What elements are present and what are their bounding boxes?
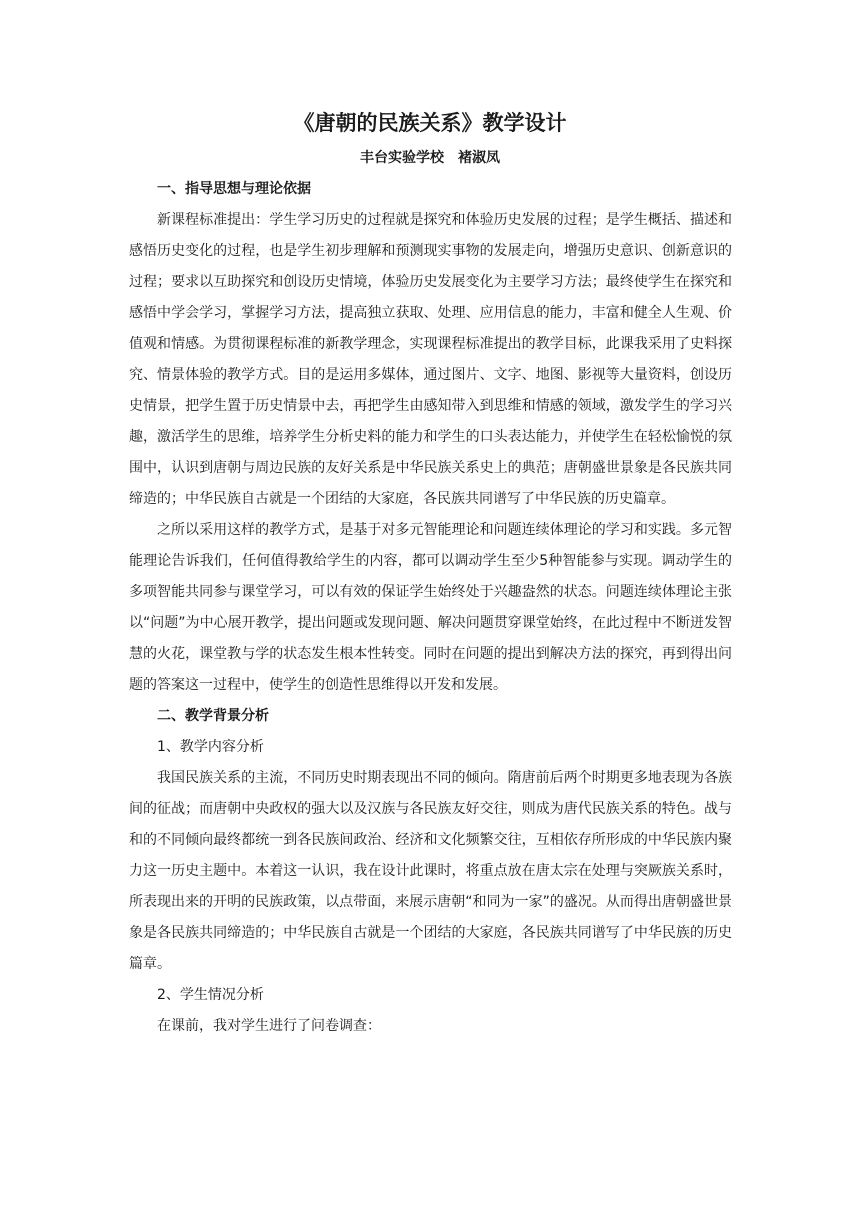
subheading-student-analysis: 2、学生情况分析 (157, 987, 264, 1003)
paragraph-content-analysis: 我国民族关系的主流，不同历史时期表现出不同的倾向。隋唐前后两个时期更多地表现为各族间的征战；而唐朝中央政权的强大以及汉族与各民族友好交往，则成为唐代民族关系的特色。战与和的不同倾向最终都统一到各民族间政治、经济和文化频繁交往，互相依存所形成的中华民族内聚力这一历史主题中。本着这一认识，我在设计此课时，将重点放在唐太宗在处理与突厥族关系时，所表现出来的开明的民族政策，以点带面，来展示唐朝“和同为一家”的盛况。从而得出唐朝盛世景象是各民族共同缔造的；中华民族自古就是一个团结的大家庭，各民族共同谱写了中华民族的历史篇章。 (129, 770, 732, 972)
section-heading-guiding-theory: 一、指导思想与理论依据 (157, 181, 311, 197)
section-heading-background-analysis: 二、教学背景分析 (157, 708, 269, 724)
paragraph-teaching-method-basis: 之所以采用这样的教学方式，是基于对多元智能理论和问题连续体理论的学习和实践。多元智能理论告诉我们，任何值得教给学生的内容，都可以调动学生至少5种智能参与实现。调动学生的多项智能共同参与课堂学习，可以有效的保证学生始终处于兴趣盎然的状态。问题连续体理论主张以“问题”为中心展开教学，提出问题或发现问题、解决问题贯穿课堂始终，在此过程中不断迸发智慧的火花，课堂教与学的状态发生根本性转变。同时在问题的提出到解决方法的探究，再到得出问题的答案这一过程中，使学生的创造性思维得以开发和发展。 (129, 522, 732, 693)
subheading-content-analysis: 1、教学内容分析 (157, 739, 264, 755)
document-body (129, 174, 732, 1042)
paragraph-student-survey: 在课前，我对学生进行了问卷调查： (157, 1018, 381, 1034)
author-line: 丰台实验学校 褚淑凤 (360, 150, 500, 166)
document-title: 《唐朝的民族关系》教学设计 (293, 111, 567, 135)
paragraph-curriculum-standards: 新课程标准提出：学生学习历史的过程就是探究和体验历史发展的过程；是学生概括、描述和感悟历史变化的过程，也是学生初步理解和预测现实事物的发展走向，增强历史意识、创新意识的过程；要求以互助探究和创设历史情境，体验历史发展变化为主要学习方法；最终使学生在探究和感悟中学会学习，掌握学习方法，提高独立获取、处理、应用信息的能力，丰富和健全人生观、价值观和情感。为贯彻课程标准的新教学理念，实现课程标准提出的教学目标，此课我采用了史料探究、情景体验的教学方式。目的是运用多媒体，通过图片、文字、地图、影视等大量资料，创设历史情景，把学生置于历史情景中去，再把学生由感知带入到思维和情感的领域，激发学生的学习兴趣，激活学生的思维，培养学生分析史料的能力和学生的口头表达能力，并使学生在轻松愉悦的氛围中，认识到唐朝与周边民族的友好关系是中华民族关系史上的典范；唐朝盛世景象是各民族共同缔造的；中华民族自古就是一个团结的大家庭，各民族共同谱写了中华民族的历史篇章。 (129, 212, 732, 507)
